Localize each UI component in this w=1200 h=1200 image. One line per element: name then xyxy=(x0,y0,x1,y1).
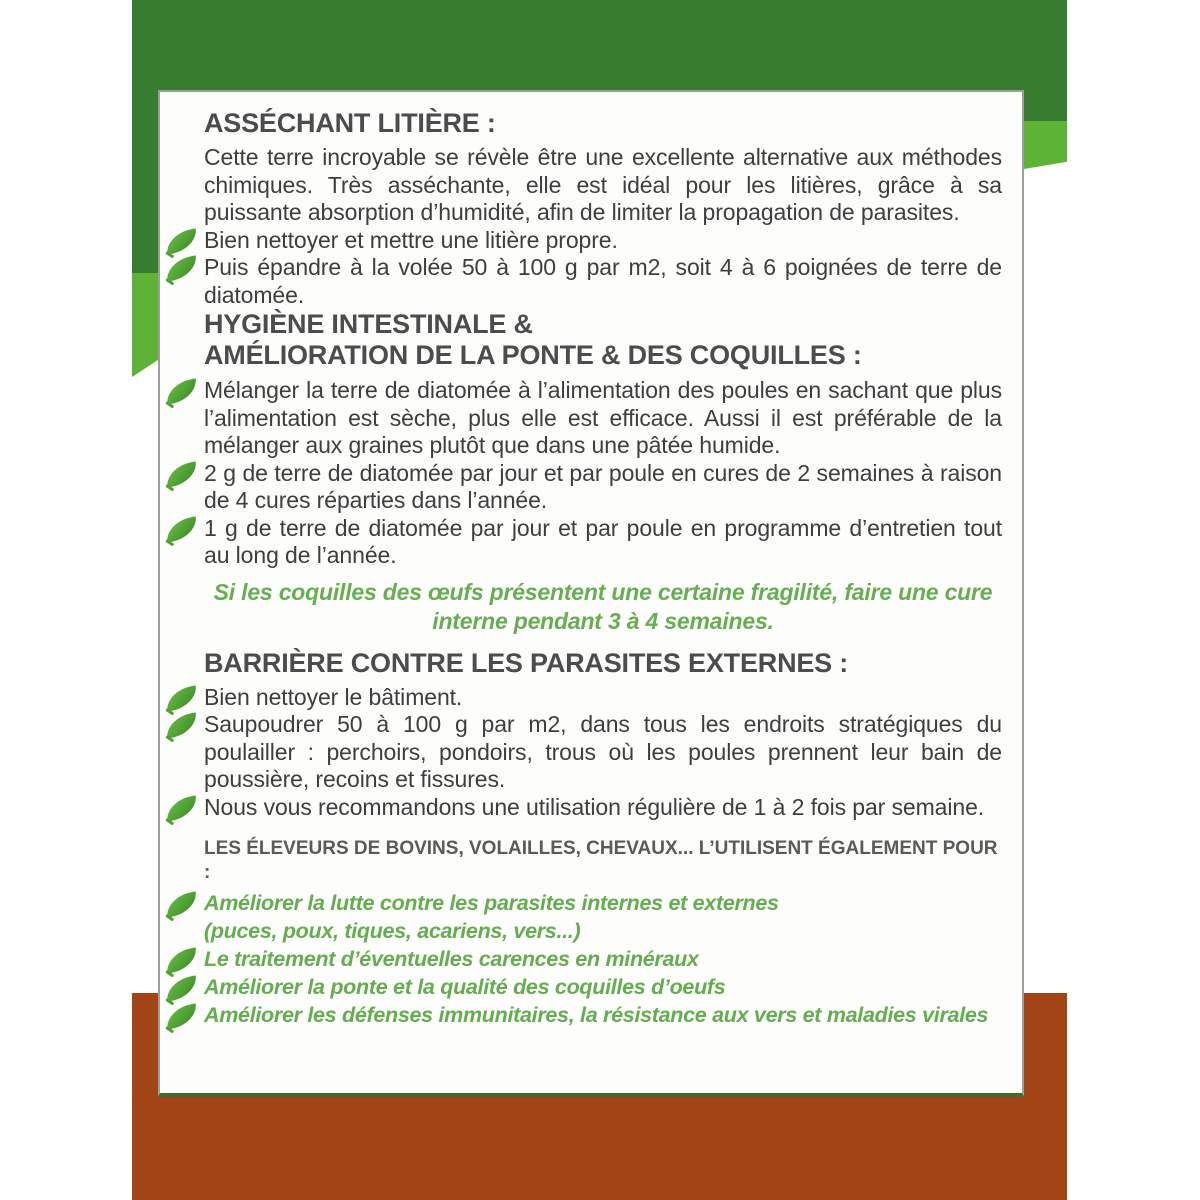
list-item xyxy=(204,227,1002,255)
leaf-icon xyxy=(165,228,198,254)
list-item xyxy=(204,711,1002,794)
list-item xyxy=(204,1001,1002,1029)
list-item xyxy=(204,254,1002,309)
leaf-icon xyxy=(165,255,198,281)
list-item xyxy=(204,794,1002,822)
list-item xyxy=(204,684,1002,712)
top-green-band xyxy=(132,0,1067,91)
bullet-text: Saupoudrer 50 à 100 g par m2, dans tous les endroits stratégiques du poulailler : perchoirs, pondoirs, trous où les poules prennent leur bain de poussière, recoins et fissures. xyxy=(204,711,1002,792)
leaf-icon xyxy=(165,795,198,821)
section-title-line1: HYGIÈNE INTESTINALE & xyxy=(204,309,533,339)
leaf-icon xyxy=(165,461,198,487)
section-title-hygiene-intestinale xyxy=(204,309,1002,371)
left-ribbon-light xyxy=(132,273,159,377)
leaf-icon xyxy=(165,685,198,711)
leaf-icon xyxy=(165,975,198,1001)
section-title-assechant-litiere: ASSÉCHANT LITIÈRE : xyxy=(204,108,496,138)
list-item xyxy=(204,973,1002,1001)
list-item xyxy=(204,377,1002,460)
bullet-text: Mélanger la terre de diatomée à l’alimentation des poules en sachant que plus l’alimentation est sèche, plus elle est efficace. Aussi il est préférable de la mélanger aux graines plutôt que dans une pâtée humide. xyxy=(204,377,1002,458)
list-item xyxy=(204,460,1002,515)
bullet-text: Puis épandre à la volée 50 à 100 g par m2, soit 4 à 6 poignées de terre de diatomée. xyxy=(204,254,1002,308)
section-title-barriere-parasites: BARRIÈRE CONTRE LES PARASITES EXTERNES : xyxy=(204,647,849,678)
bullet-text: Bien nettoyer et mettre une litière propre. xyxy=(204,226,618,253)
green-item-line: Le traitement d’éventuelles carences en minéraux xyxy=(204,947,699,971)
section-title-eleveurs: LES ÉLEVEURS DE BOVINS, VOLAILLES, CHEVAUX... L’UTILISENT ÉGALEMENT POUR : xyxy=(204,838,998,883)
bullet-text: Bien nettoyer le bâtiment. xyxy=(204,683,463,710)
list-item xyxy=(204,515,1002,570)
list-item xyxy=(204,889,1002,945)
leaf-icon xyxy=(165,891,198,917)
green-item-line: Améliorer la lutte contre les parasites internes et externes xyxy=(204,891,779,915)
bullet-text: 1 g de terre de diatomée par jour et par poule en programme d’entretien tout au long de l’année. xyxy=(204,514,1002,568)
section-title-line2: AMÉLIORATION DE LA PONTE & DES COQUILLES : xyxy=(204,340,862,370)
leaf-icon xyxy=(165,712,198,738)
green-item-line: (puces, poux, tiques, acariens, vers...) xyxy=(204,919,581,943)
left-ribbon-dark xyxy=(132,0,159,273)
egg-shell-cure-note: Si les coquilles des œufs présentent une certaine fragilité, faire une cure interne pendant 3 à 4 semaines. xyxy=(213,578,993,634)
right-ribbon-light xyxy=(1024,121,1067,169)
bullet-text: 2 g de terre de diatomée par jour et par poule en cures de 2 semaines à raison de 4 cures réparties dans l’année. xyxy=(204,459,1002,513)
leaf-icon xyxy=(165,1003,198,1029)
right-ribbon-dark xyxy=(1024,0,1067,121)
list-item xyxy=(204,945,1002,973)
content-card xyxy=(158,90,1024,1097)
green-item-line: Améliorer les défenses immunitaires, la résistance aux vers et maladies virales xyxy=(204,1003,989,1027)
leaf-icon xyxy=(165,947,198,973)
green-item-line: Améliorer la ponte et la qualité des coquilles d’oeufs xyxy=(204,975,726,999)
leaf-icon xyxy=(165,516,198,542)
leaf-icon xyxy=(165,378,198,404)
bullet-text: Nous vous recommandons une utilisation régulière de 1 à 2 fois par semaine. xyxy=(204,793,985,820)
assechant-intro-paragraph: Cette terre incroyable se révèle être une excellente alternative aux méthodes chimiques. Très asséchante, elle est idéal pour les litières, grâce à sa puissante absorption d’humidité, afin de limiter la propagation de parasites. xyxy=(204,144,1002,225)
